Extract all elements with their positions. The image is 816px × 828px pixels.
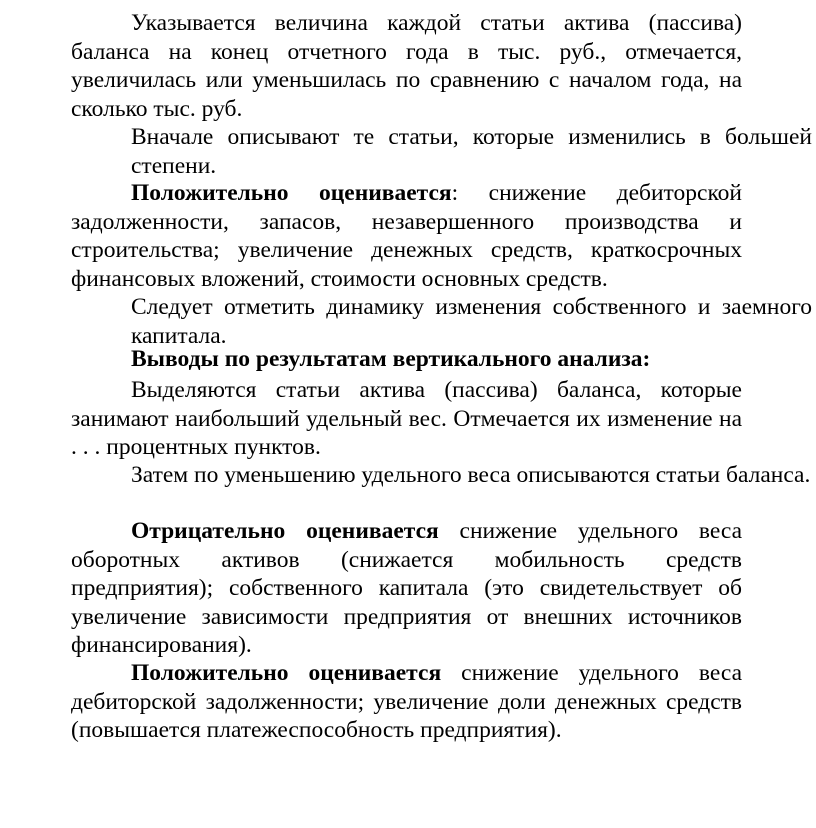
positive-label: Положительно оценивается xyxy=(131,180,452,206)
paragraph-largest-share: Выделяются статьи актива (пассива) баланса, которые занимают наибольший удельный вес. Отмечается их изменение на . . . процентных пунктов. xyxy=(71,377,742,460)
paragraph-negative-assessment xyxy=(71,517,742,660)
positive-text-vertical: снижение удельного веса дебиторской задолженности; увеличение доли денежных средств (повышается платежеспособность предприятия). xyxy=(71,660,743,743)
negative-text: снижение удельного веса оборотных активов (снижается мобильность средств предприятия); собственного капитала (это свидетельствует об увеличение зависимости предприятия от внешних источников финансирования). xyxy=(71,518,742,658)
paragraph-balance-items: Указывается величина каждой статьи актива (пассива) баланса на конец отчетного года в тыс. руб., отмечается, увеличилась или уменьшилась по сравнению с началом года, на сколько тыс. руб. xyxy=(71,10,742,122)
positive-label-vertical: Положительно оценивается xyxy=(131,660,442,686)
paragraph-positive-horizontal xyxy=(71,179,742,293)
positive-text: : снижение дебиторской задолженности, запасов, незавершенного производства и строительства; увеличение денежных средств, краткосрочных финансовых вложений, стоимости основных средств. xyxy=(71,180,742,292)
paragraph-capital-dynamics: Следует отметить динамику изменения собственного и заемного капитала. xyxy=(131,294,812,349)
section-heading-vertical-analysis: Выводы по результатам вертикального анализа: xyxy=(131,346,651,372)
paragraph-describe-first: Вначале описывают те статьи, которые изменились в большей степени. xyxy=(131,124,812,179)
negative-label: Отрицательно оценивается xyxy=(131,518,439,544)
paragraph-positive-vertical xyxy=(71,659,742,745)
paragraph-decreasing-share: Затем по уменьшению удельного веса описываются статьи баланса. xyxy=(131,462,811,488)
